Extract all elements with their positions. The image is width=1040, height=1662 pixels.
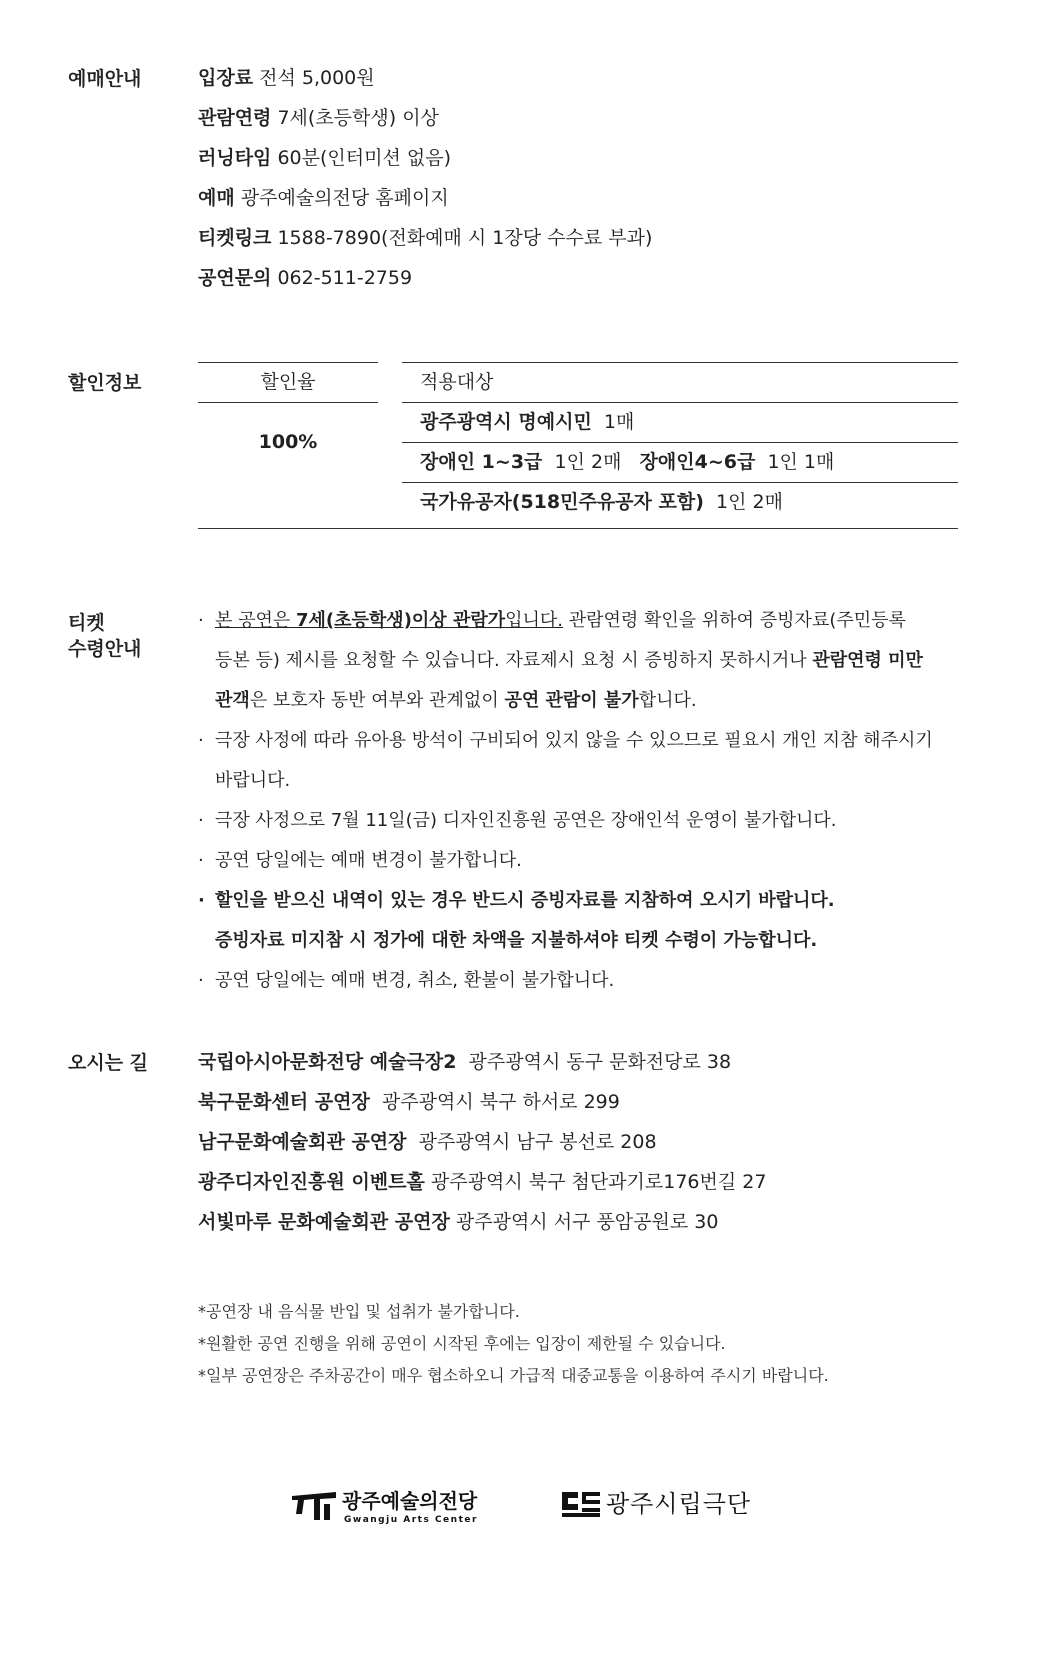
booking-item bbox=[198, 218, 958, 258]
target-name: 국가유공자(518민주유공자 포함) bbox=[420, 491, 704, 513]
venue-name: 국립아시아문화전당 예술극장2 bbox=[198, 1051, 457, 1073]
ticket-title-line1: 티켓 bbox=[68, 612, 105, 634]
venue-address: 광주광역시 남구 봉선로 208 bbox=[418, 1131, 657, 1153]
booking-label: 예매 bbox=[198, 187, 235, 209]
booking-item bbox=[198, 178, 958, 218]
venue-address: 광주광역시 동구 문화전당로 38 bbox=[468, 1051, 732, 1073]
booking-item bbox=[198, 58, 958, 98]
target-qty: 1인 2매 bbox=[554, 451, 622, 473]
venue-name: 광주디자인진흥원 이벤트홀 bbox=[198, 1171, 425, 1193]
booking-item bbox=[198, 138, 958, 178]
ticket-title-line2: 수령안내 bbox=[68, 638, 142, 660]
notice-item-cont bbox=[198, 921, 968, 961]
discount-rate: 100% bbox=[258, 431, 318, 453]
gwangju-arts-center-logo bbox=[290, 1486, 490, 1532]
target-qty: 1매 bbox=[603, 411, 635, 433]
booking-value: 전석 5,000원 bbox=[259, 67, 375, 89]
target-qty: 1인 1매 bbox=[767, 451, 835, 473]
notice-text: 본 공연은 bbox=[215, 610, 296, 631]
notice-text: 관람연령 확인을 위하여 증빙자료(주민등록 bbox=[563, 610, 906, 631]
booking-label: 입장료 bbox=[198, 67, 254, 89]
venue-item bbox=[198, 1202, 958, 1242]
notice-item-cont bbox=[198, 681, 968, 721]
arts-center-name: 광주예술의전당 bbox=[342, 1489, 478, 1513]
theater-emblem-icon bbox=[560, 1488, 602, 1522]
booking-label: 러닝타임 bbox=[198, 147, 272, 169]
venue-name: 서빛마루 문화예술회관 공연장 bbox=[198, 1211, 450, 1233]
target-row bbox=[420, 442, 834, 482]
notice-underline bbox=[215, 610, 563, 631]
target-row bbox=[420, 402, 634, 442]
booking-value: 60분(인터미션 없음) bbox=[277, 147, 451, 169]
footnote: *원활한 공연 진행을 위해 공연이 시작된 후에는 입장이 제한될 수 있습니다. bbox=[198, 1334, 726, 1353]
ticket-notice-list bbox=[198, 601, 968, 1001]
venue-name: 북구문화센터 공연장 bbox=[198, 1091, 370, 1113]
venue-address: 광주광역시 북구 하서로 299 bbox=[381, 1091, 620, 1113]
booking-label: 티켓링크 bbox=[198, 227, 272, 249]
notice-item-cont bbox=[198, 641, 968, 681]
target-qty: 1인 2매 bbox=[716, 491, 783, 513]
notice-item: · 극장 사정에 따라 유아용 방석이 구비되어 있지 않을 수 있으므로 필요시 개인 지참 해주시기 bbox=[198, 730, 933, 751]
directions-list bbox=[198, 1042, 958, 1242]
booking-list bbox=[198, 58, 958, 298]
gwangju-city-theater-logo bbox=[560, 1484, 752, 1530]
ticket-title bbox=[68, 610, 141, 662]
booking-label: 관람연령 bbox=[198, 107, 272, 129]
notice-text: 합니다. bbox=[638, 690, 697, 711]
venue-item bbox=[198, 1122, 958, 1162]
booking-item bbox=[198, 258, 958, 298]
notice-item: · 할인을 받으신 내역이 있는 경우 반드시 증빙자료를 지참하여 오시기 바랍니다. bbox=[198, 890, 835, 911]
col-header-target: 적용대상 bbox=[420, 371, 494, 393]
notice-text: 극장 사정에 따라 유아용 방석이 구비되어 있지 않을 수 있으므로 필요시 개인 지참 해주시기 bbox=[215, 730, 933, 751]
col-header-rate: 할인율 bbox=[260, 371, 316, 393]
notice-bold: 관람연령 미만 bbox=[812, 650, 923, 671]
booking-value: 1588-7890(전화예매 시 1장당 수수료 부과) bbox=[277, 227, 653, 249]
arts-center-emblem-icon bbox=[290, 1488, 338, 1528]
notice-text: 바랍니다. bbox=[215, 770, 291, 791]
notice-item: · 공연 당일에는 예매 변경이 불가합니다. bbox=[198, 850, 522, 871]
venue-address: 광주광역시 북구 첨단과기로176번길 27 bbox=[430, 1171, 767, 1193]
notice-item: · 본 공연은 7세(초등학생)이상 관람가입니다. 관람연령 확인을 위하여 증빙자료(주민등록 bbox=[198, 610, 906, 631]
booking-item bbox=[198, 98, 958, 138]
venue-address: 광주광역시 서구 풍암공원로 30 bbox=[455, 1211, 719, 1233]
notice-text: 공연 당일에는 예매 변경이 불가합니다. bbox=[215, 850, 522, 871]
venue-item bbox=[198, 1082, 958, 1122]
booking-value: 062-511-2759 bbox=[277, 267, 413, 289]
notice-text: 극장 사정으로 7월 11일(금) 디자인진흥원 공연은 장애인석 운영이 불가합니다. bbox=[215, 810, 837, 831]
notice-bold: 관객 bbox=[215, 690, 250, 711]
arts-center-name-en: Gwangju Arts Center bbox=[344, 1515, 478, 1525]
notice-item-cont bbox=[198, 761, 968, 801]
target-row bbox=[420, 482, 783, 522]
directions-title: 오시는 길 bbox=[68, 1052, 149, 1074]
target-name: 장애인 1~3급 bbox=[420, 451, 543, 473]
notice-text: 등본 등) 제시를 요청할 수 있습니다. 자료제시 요청 시 증빙하지 못하시거나 bbox=[215, 650, 813, 671]
footnotes bbox=[198, 1296, 829, 1392]
notice-item: · 극장 사정으로 7월 11일(금) 디자인진흥원 공연은 장애인석 운영이 불가합니다. bbox=[198, 810, 837, 831]
notice-text: 공연 당일에는 예매 변경, 취소, 환불이 불가합니다. bbox=[215, 970, 615, 991]
target-name: 광주광역시 명예시민 bbox=[420, 411, 592, 433]
table-divider bbox=[198, 528, 958, 529]
notice-text: 은 보호자 동반 여부와 관계없이 bbox=[249, 690, 505, 711]
table-divider bbox=[198, 402, 378, 403]
booking-label: 공연문의 bbox=[198, 267, 272, 289]
notice-bold: 7세(초등학생)이상 관람가 bbox=[296, 610, 506, 631]
theater-name: 광주시립극단 bbox=[606, 1490, 752, 1518]
notice-bold: 증빙자료 미지참 시 정가에 대한 차액을 지불하셔야 티켓 수령이 가능합니다. bbox=[215, 930, 818, 951]
target-name: 장애인4~6급 bbox=[639, 451, 756, 473]
notice-item: · 공연 당일에는 예매 변경, 취소, 환불이 불가합니다. bbox=[198, 970, 615, 991]
venue-name: 남구문화예술회관 공연장 bbox=[198, 1131, 407, 1153]
discount-table bbox=[198, 362, 958, 530]
footnote: *일부 공연장은 주차공간이 매우 협소하오니 가급적 대중교통을 이용하여 주시기 바랍니다. bbox=[198, 1366, 829, 1385]
booking-title: 예매안내 bbox=[68, 68, 142, 90]
notice-bold: 공연 관람이 불가 bbox=[504, 690, 639, 711]
venue-item bbox=[198, 1162, 958, 1202]
venue-item bbox=[198, 1042, 958, 1082]
discount-title: 할인정보 bbox=[68, 372, 142, 394]
booking-value: 광주예술의전당 홈페이지 bbox=[240, 187, 449, 209]
notice-text: 입니다. bbox=[505, 610, 564, 631]
footnote: *공연장 내 음식물 반입 및 섭취가 불가합니다. bbox=[198, 1302, 520, 1321]
notice-bold: 할인을 받으신 내역이 있는 경우 반드시 증빙자료를 지참하여 오시기 바랍니다. bbox=[215, 890, 835, 911]
booking-value: 7세(초등학생) 이상 bbox=[277, 107, 439, 129]
